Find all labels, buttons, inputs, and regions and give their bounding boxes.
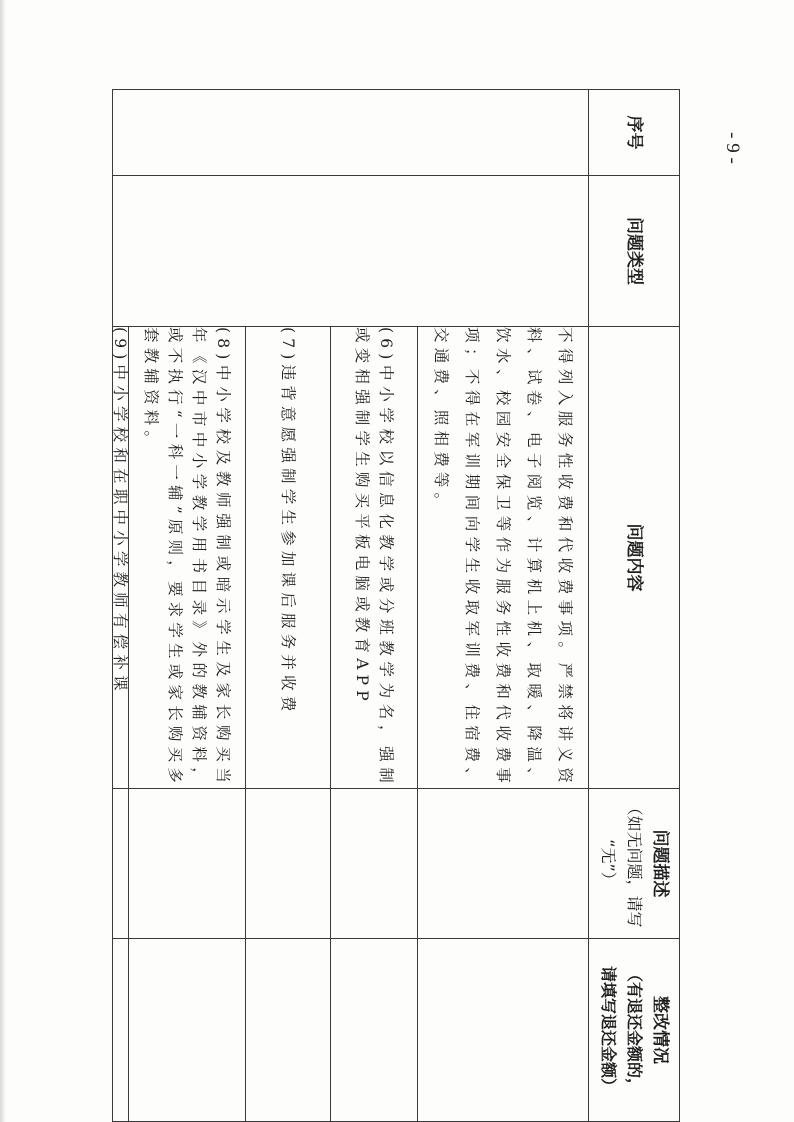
header-description-note-1: （如无问题，请写 xyxy=(625,799,644,928)
header-rectification-note-2: 请填写退还金额） xyxy=(599,965,618,1094)
header-seq: 序号 xyxy=(589,90,680,176)
description-input-cell[interactable] xyxy=(331,789,418,939)
row-content-7: (7)违背意愿强制学生参加课后服务并收费 xyxy=(246,327,331,789)
header-description xyxy=(589,789,680,939)
table-header-row xyxy=(589,90,680,1122)
description-input-cell[interactable] xyxy=(246,789,331,939)
header-rectification xyxy=(589,939,680,1122)
row-content-8: (8)中小学校及教师强制或暗示学生及家长购买当年《汉中市中小学教学用书目录》外的教辅资料，或不执行“一科一辅”原则，要求学生或家长购买多套教辅资料。 xyxy=(129,327,246,789)
seq-cell xyxy=(113,90,589,176)
header-content: 问题内容 xyxy=(589,327,680,789)
header-rectification-title: 整改情况 xyxy=(650,996,670,1064)
rectification-input-cell[interactable] xyxy=(331,939,418,1122)
rectification-input-cell[interactable] xyxy=(246,939,331,1122)
header-description-title: 问题描述 xyxy=(650,829,670,898)
row-content-6: (6)中小学校以信息化教学或分班教学为名，强制或变相强制学生购买平板电脑或教育APP xyxy=(331,327,418,789)
type-cell xyxy=(113,176,589,327)
rectification-input-cell[interactable] xyxy=(113,939,129,1122)
scan-edge-shadow xyxy=(0,0,6,1122)
rectification-input-cell[interactable] xyxy=(418,939,589,1122)
row-content-9: (9)中小学校和在职中小学教师有偿补课 xyxy=(113,327,129,789)
rotated-table-container xyxy=(111,89,680,1094)
description-input-cell[interactable] xyxy=(113,789,129,939)
header-description-note-2: “无”） xyxy=(599,839,618,888)
row-content-5: 不得列入服务性收费和代收费事项。严禁将讲义资料、试卷、电子阅览、计算机上机、取暖、降温、饮水、校园安全保卫等作为服务性收费和代收费事项；不得在军训期间向学生收取军训费、住宿费、交通费、照相费等。 xyxy=(418,327,589,789)
description-input-cell[interactable] xyxy=(129,789,246,939)
header-rectification-note-1: （有退还金额的， xyxy=(625,965,644,1094)
rectification-input-cell[interactable] xyxy=(129,939,246,1122)
header-type: 问题类型 xyxy=(589,176,680,327)
page-number: - 9 - xyxy=(722,132,743,164)
description-input-cell[interactable] xyxy=(418,789,589,939)
table-row xyxy=(418,90,589,1122)
inspection-table xyxy=(112,89,680,1122)
